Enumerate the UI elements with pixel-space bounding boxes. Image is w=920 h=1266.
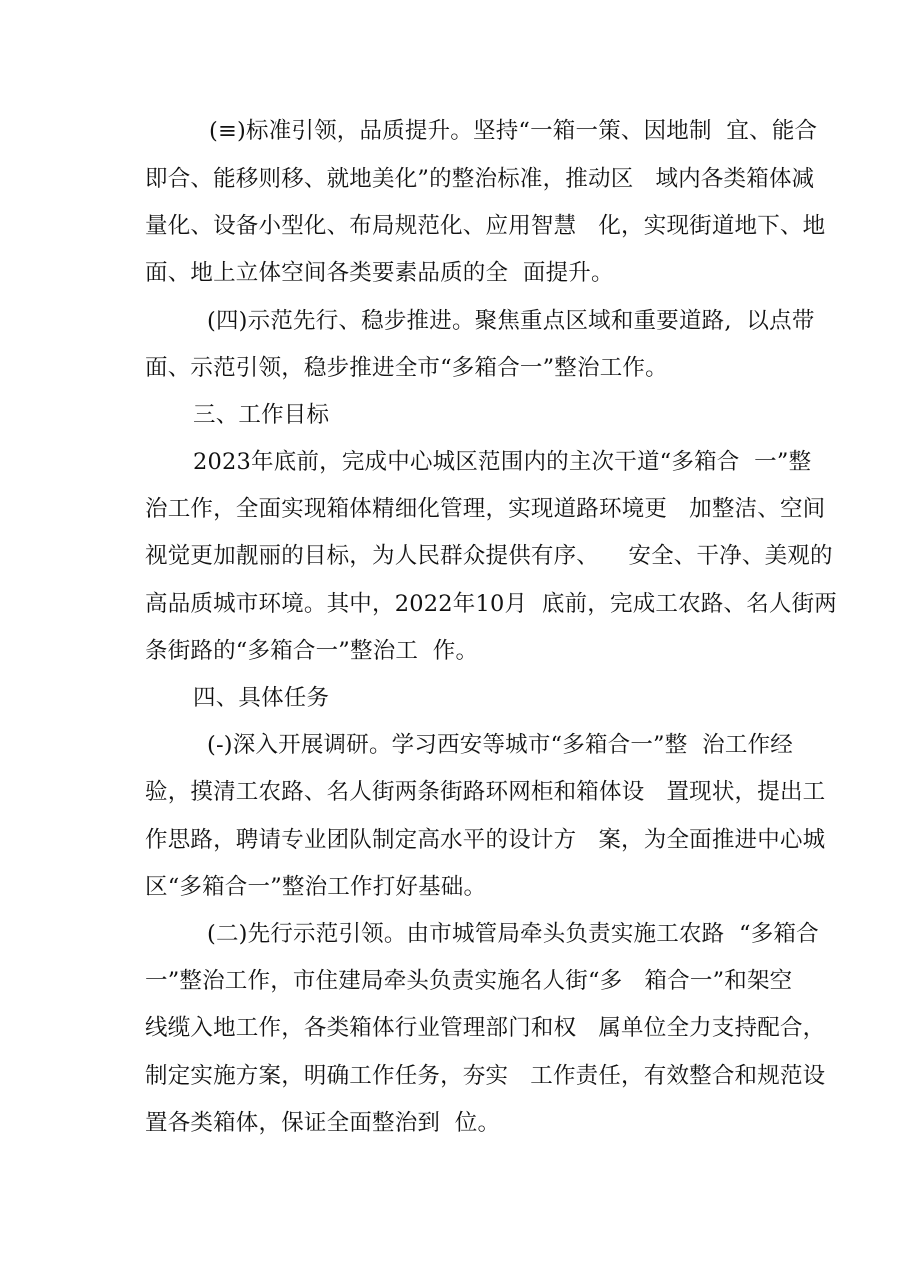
paragraph-principle-3-line-4: 面、地上立体空间各类要素品质的全 面提升。 [145,260,614,286]
paragraph-principle-3-line-3: 量化、设备小型化、布局规范化、应用智慧 化，实现街道地下、地 [145,213,826,239]
paragraph-principle-3-line-2: 即合、能移则移、就地美化”的整治标准，推动区 域内各类箱体减 [145,166,815,192]
paragraph-principle-4-line-1: (四)示范先行、稳步推进。聚焦重点区域和重要道路, 以点带 [207,308,815,334]
paragraph-task-1-line-3: 作思路，聘请专业团队制定高水平的设计方 案，为全面推进中心城 [145,827,826,853]
paragraph-task-2-line-4: 制定实施方案，明确工作任务，夯实 工作责任，有效整合和规范设 [145,1063,826,1089]
paragraph-goal-line-3: 视觉更加靓丽的目标，为人民群众提供有序、 安全、干净、美观的 [145,543,833,569]
paragraph-task-2-line-2: 一”整治工作，市住建局牵头负责实施名人街“多 箱合一”和架空 [145,968,793,994]
paragraph-task-1-line-1: (-)深入开展调研。学习西安等城市“多箱合一”整 治工作经 [207,732,793,758]
paragraph-goal-line-2: 治工作，全面实现箱体精细化管理，实现道路环境更 加整洁、空间 [145,496,826,522]
paragraph-principle-3-line-1: (≡)标准引领，品质提升。坚持“一箱一策、因地制 宜、能合 [209,118,818,144]
paragraph-goal-line-5: 条街路的“多箱合一”整治工 作。 [145,638,479,664]
paragraph-goal-line-1: 2023年底前，完成中心城区范围内的主次干道“多箱合 一”整 [193,449,812,475]
paragraph-task-2-line-3: 线缆入地工作，各类箱体行业管理部门和权 属单位全力支持配合， [145,1015,826,1041]
paragraph-task-1-line-4: 区“多箱合一”整治工作打好基础。 [145,874,487,900]
paragraph-principle-4-line-2: 面、示范引领，稳步推进全市“多箱合一”整治工作。 [145,355,668,381]
section-heading-work-goals: 三、工作目标 [193,402,330,428]
paragraph-goal-line-4: 高品质城市环境。其中，2022年10月 底前，完成工农路、名人街两 [145,591,837,617]
paragraph-task-2-line-1: (二)先行示范引领。由市城管局牵头负责实施工农路 “多箱合 [207,921,819,947]
paragraph-task-2-line-5: 置各类箱体，保证全面整治到 位。 [145,1110,501,1136]
section-heading-specific-tasks: 四、具体任务 [193,685,330,711]
paragraph-task-1-line-2: 验，摸清工农路、名人街两条街路环网柜和箱体设 置现状，提出工 [145,779,826,805]
